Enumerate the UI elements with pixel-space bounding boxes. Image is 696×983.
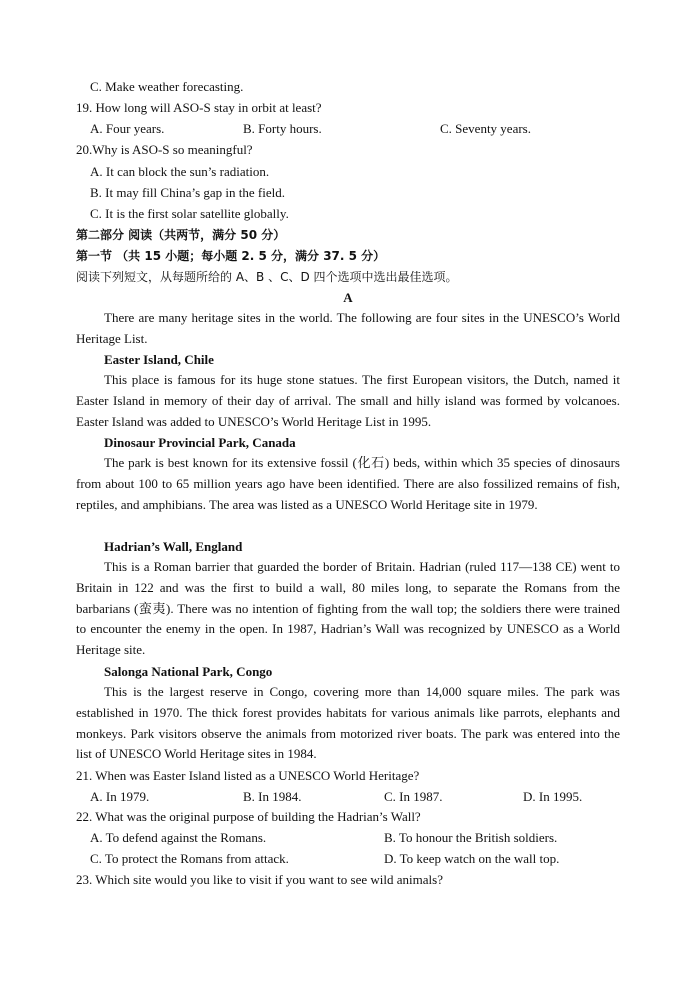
site-text-easter-island: This place is famous for its huge stone statues. The first European visitors, the Dutch, named it Easter Island in memory of their day of arrival. The small and hilly island was formed by volcanoes. Easter Island was added to UNESCO’s World Heritage List in 1995.	[76, 372, 620, 429]
site-text-dinosaur-park: The park is best known for its extensive fossil (化石) beds, within which 35 species of dinosaurs from about 100 to 65 million years ago have been identified. There are also fossilized remains of fish, reptiles, and amphibians. The area was listed as a UNESCO World Heritage site in 1979.	[76, 455, 620, 512]
reading-instruction: 阅读下列短文，从每题所给的 A、B 、C、D 四个选项中选出最佳选项。	[76, 270, 458, 284]
site-text-hadrians-wall: This is a Roman barrier that guarded the border of Britain. Hadrian (ruled 117—138 CE) went to Britain in 122 and was the first to build a wall, 80 miles long, to separate the Romans from the barbarians (蛮夷). There was no intention of fighting from the wall top; the soldiers there were trained to encounter the enemy in the open. In 1987, Hadrian’s Wall was recognized by UNESCO as a World Heritage site.	[76, 559, 620, 658]
part2-heading: 第二部分 阅读（共两节，满分 50 分）	[76, 228, 286, 242]
q21-option-a: A. In 1979.	[90, 789, 150, 804]
q19-stem: 19. How long will ASO-S stay in orbit at least?	[76, 100, 322, 115]
site-title-easter-island: Easter Island, Chile	[104, 352, 214, 367]
q21-option-d: D. In 1995.	[523, 789, 583, 804]
q22-stem: 22. What was the original purpose of building the Hadrian’s Wall?	[76, 809, 421, 824]
q20-option-b: B. It may fill China’s gap in the field.	[90, 185, 285, 200]
q19-option-a: A. Four years.	[90, 121, 165, 136]
q20-option-c: C. It is the first solar satellite globally.	[90, 206, 289, 221]
site-text-salonga-park: This is the largest reserve in Congo, covering more than 14,000 square miles. The park was established in 1970. The thick forest provides habitats for various animals like parrots, elephants and monkeys. Park visitors observe the animals from motorized river boats. The park was entered into the list of UNESCO World Heritage sites in 1984.	[76, 684, 620, 762]
q18-option-c: C. Make weather forecasting.	[90, 79, 244, 94]
q19-option-c: C. Seventy years.	[440, 121, 531, 136]
section1-heading: 第一节 （共 15 小题；每小题 2. 5 分，满分 37. 5 分）	[76, 249, 386, 263]
q23-stem: 23. Which site would you like to visit if you want to see wild animals?	[76, 872, 443, 887]
site-title-salonga-park: Salonga National Park, Congo	[104, 664, 273, 679]
passage-intro: There are many heritage sites in the world. The following are four sites in the UNESCO’s World Heritage List.	[76, 310, 620, 346]
q21-option-b: B. In 1984.	[243, 789, 302, 804]
passage-label: A	[343, 290, 353, 305]
q22-option-b: B. To honour the British soldiers.	[384, 830, 558, 845]
site-title-dinosaur-park: Dinosaur Provincial Park, Canada	[104, 435, 296, 450]
q21-stem: 21. When was Easter Island listed as a UNESCO World Heritage?	[76, 768, 420, 783]
q19-option-b: B. Forty hours.	[243, 121, 322, 136]
site-title-hadrians-wall: Hadrian’s Wall, England	[104, 539, 243, 554]
q20-stem: 20.Why is ASO-S so meaningful?	[76, 142, 253, 157]
q22-option-a: A. To defend against the Romans.	[90, 830, 267, 845]
q22-option-c: C. To protect the Romans from attack.	[90, 851, 289, 866]
q21-option-c: C. In 1987.	[384, 789, 443, 804]
q22-option-d: D. To keep watch on the wall top.	[384, 851, 560, 866]
q20-option-a: A. It can block the sun’s radiation.	[90, 164, 270, 179]
